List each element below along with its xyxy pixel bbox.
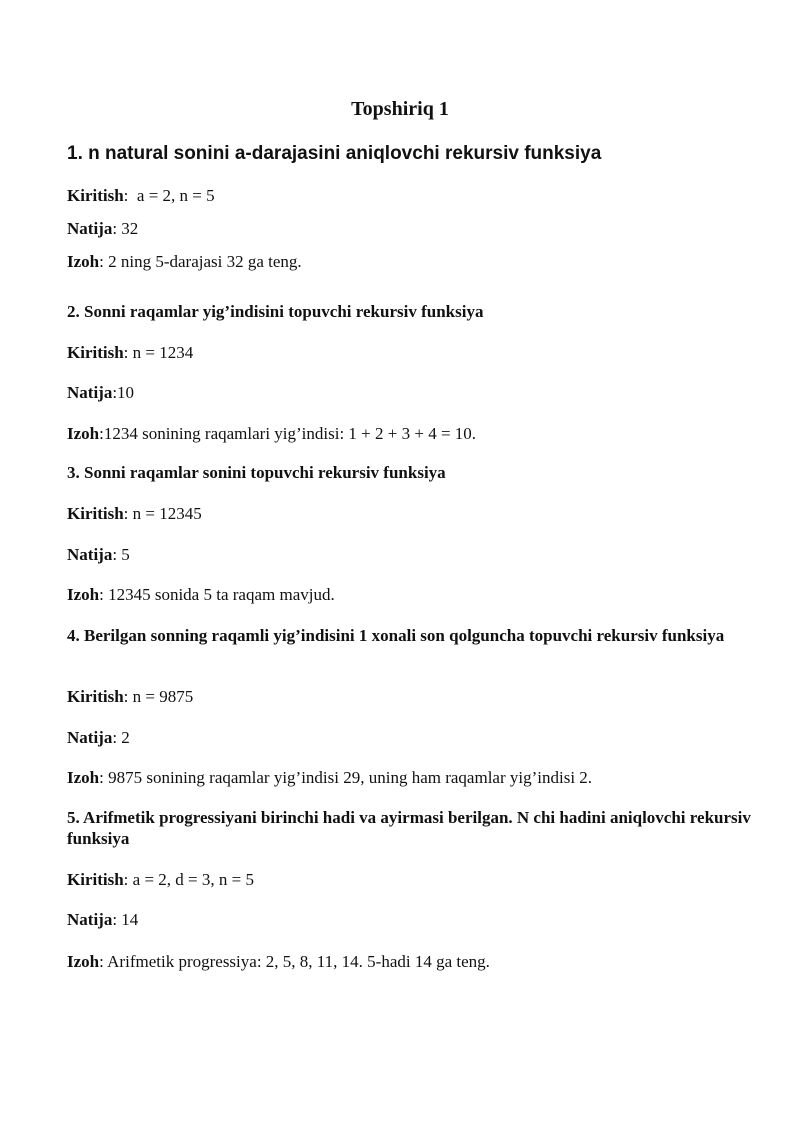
input-value: : a = 2, n = 5 [123,186,215,205]
task-5-input [67,869,767,890]
task-3-note [67,584,767,605]
input-label: Kiritish [67,343,124,362]
result-value: : 32 [112,219,139,238]
task-2-note [67,423,767,444]
task-2-heading: 2. Sonni raqamlar yig’indisini topuvchi rekursiv funksiya [67,302,484,321]
task-2-input [67,342,767,363]
result-value: :10 [112,383,135,402]
task-4-result [67,727,767,748]
task-1-result [67,218,767,239]
note-value: : 2 ning 5-darajasi 32 ga teng. [99,252,302,271]
task-5-note [67,951,767,972]
task-5-result [67,909,767,930]
task-1-note [67,251,767,272]
note-label: Izoh [67,252,100,271]
document-title: Topshiriq 1 [351,98,449,120]
result-label: Natija [67,728,113,747]
task-3-heading: 3. Sonni raqamlar sonini topuvchi rekursiv funksiya [67,463,446,482]
note-label: Izoh [67,768,100,787]
task-4-heading: 4. Berilgan sonning raqamli yig’indisini 1 xonali son qolguncha topuvchi rekursiv funksiya [67,626,725,645]
task-4-note [67,767,767,788]
input-value: : n = 1234 [123,343,194,362]
result-label: Natija [67,910,113,929]
input-label: Kiritish [67,870,124,889]
input-value: : a = 2, d = 3, n = 5 [123,870,254,889]
input-label: Kiritish [67,504,124,523]
task-3-result [67,544,767,565]
task-1-heading: 1. n natural sonini a-darajasini aniqlovchi rekursiv funksiya [67,143,602,164]
note-label: Izoh [67,424,100,443]
task-5-heading: 5. Arifmetik progressiyani birinchi hadi va ayirmasi berilgan. N chi hadini aniqlovchi rekursiv funksiya [67,808,751,848]
input-value: : n = 12345 [123,504,202,523]
result-label: Natija [67,219,113,238]
note-label: Izoh [67,952,100,971]
task-3-input [67,503,767,524]
input-value: : n = 9875 [123,687,194,706]
result-value: : 14 [112,910,139,929]
note-label: Izoh [67,585,100,604]
input-label: Kiritish [67,186,124,205]
result-label: Natija [67,545,113,564]
task-1-input [67,185,767,206]
result-value: : 5 [112,545,130,564]
note-value: : Arifmetik progressiya: 2, 5, 8, 11, 14. 5-hadi 14 ga teng. [99,952,490,971]
note-value: : 12345 sonida 5 ta raqam mavjud. [99,585,335,604]
task-4-input [67,686,767,707]
note-value: :1234 sonining raqamlari yig’indisi: 1 + 2 + 3 + 4 = 10. [99,424,477,443]
input-label: Kiritish [67,687,124,706]
task-2-result [67,382,767,403]
result-value: : 2 [112,728,130,747]
note-value: : 9875 sonining raqamlar yig’indisi 29, uning ham raqamlar yig’indisi 2. [99,768,593,787]
result-label: Natija [67,383,113,402]
